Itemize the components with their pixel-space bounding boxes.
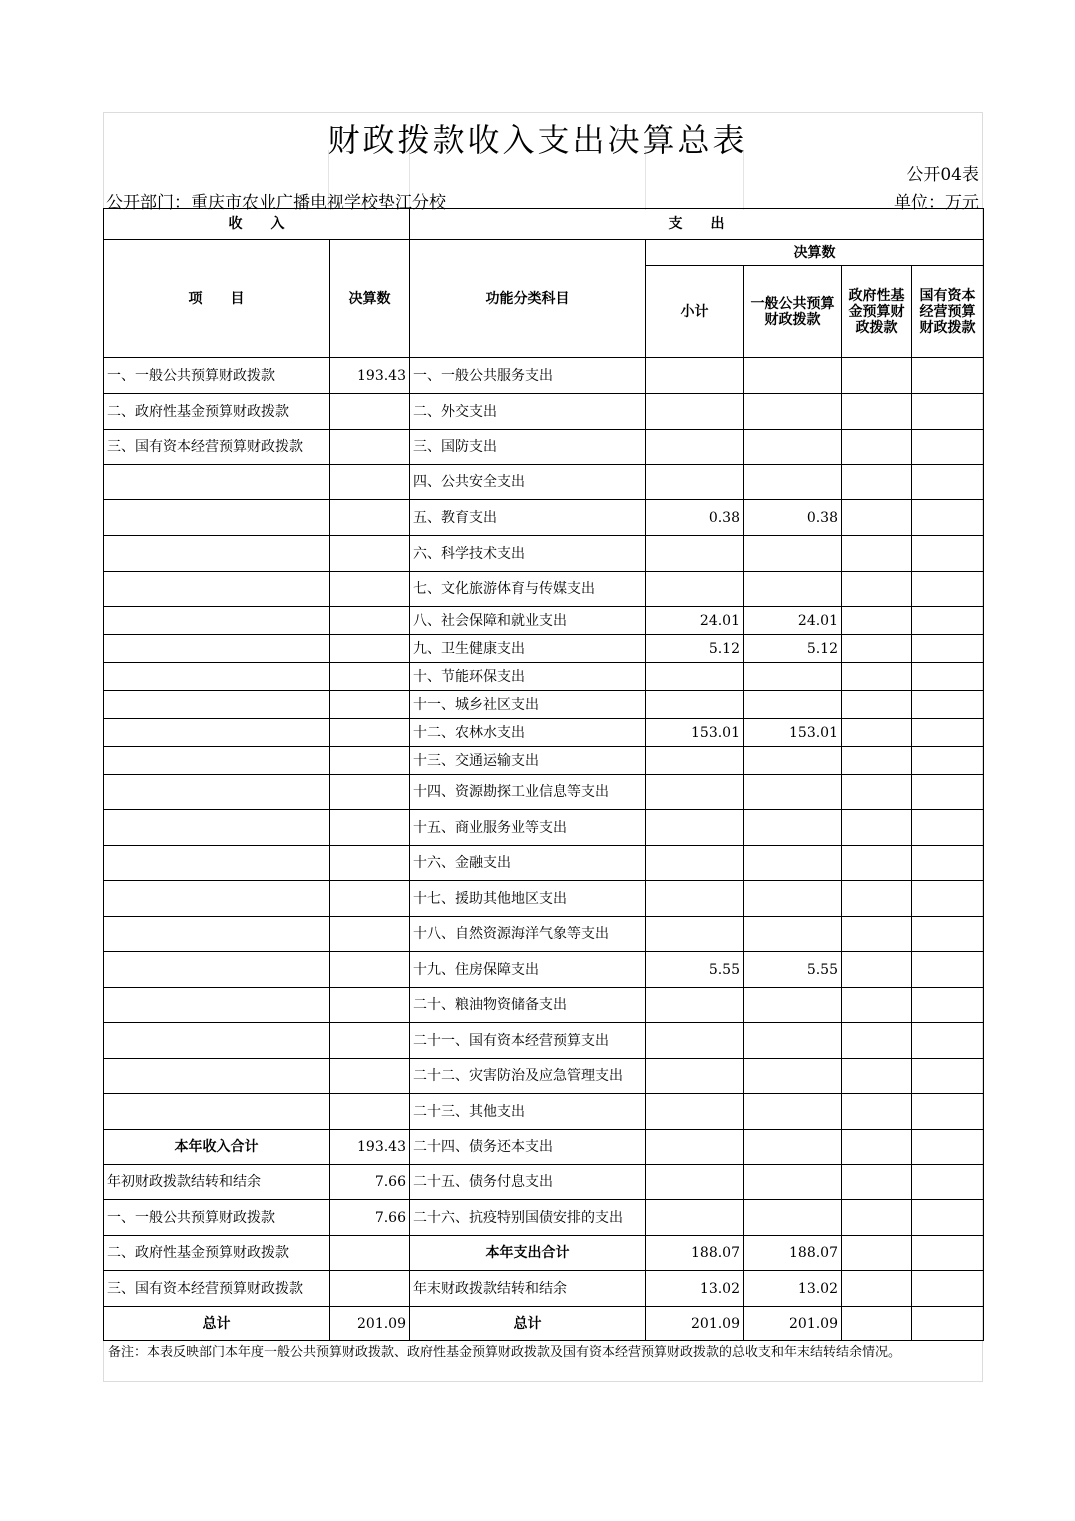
gov-fund-cell: [842, 1023, 912, 1059]
table-row: [104, 881, 984, 917]
table-row: [104, 663, 984, 691]
unit-label: 单位：万元: [894, 193, 979, 213]
expense-item-cell: 十四、资源勘探工业信息等支出: [410, 775, 646, 810]
general-budget-cell: 0.38: [744, 500, 842, 536]
income-item-cell: [104, 663, 330, 691]
gov-fund-cell: [842, 691, 912, 719]
table-row: [104, 607, 984, 635]
gov-fund-cell: [842, 663, 912, 691]
expense-item-cell: 四、公共安全支出: [410, 465, 646, 500]
subtotal-cell: [646, 810, 744, 846]
table-row: [104, 691, 984, 719]
subtotal-cell: [646, 1165, 744, 1200]
expense-item-cell: 九、卫生健康支出: [410, 635, 646, 663]
income-item-cell: [104, 465, 330, 500]
table-row: [104, 536, 984, 572]
expense-item-cell: 十六、金融支出: [410, 846, 646, 881]
subtotal-cell: [646, 881, 744, 917]
general-budget-cell: [744, 917, 842, 952]
income-amount-cell: 193.43: [330, 1130, 410, 1165]
expense-item-cell: 五、教育支出: [410, 500, 646, 536]
subtotal-cell: [646, 988, 744, 1023]
subtotal-cell: [646, 775, 744, 810]
income-amount-cell: 201.09: [330, 1307, 410, 1341]
table-row: [104, 917, 984, 952]
gov-fund-cell: [842, 536, 912, 572]
income-item-cell: [104, 988, 330, 1023]
income-amount-cell: 7.66: [330, 1165, 410, 1200]
subtotal-cell: 5.12: [646, 635, 744, 663]
table-row: [104, 1094, 984, 1130]
state-capital-cell: [912, 747, 984, 775]
state-capital-cell: [912, 1130, 984, 1165]
income-amount-cell: [330, 691, 410, 719]
amount-header: 决算数: [330, 240, 410, 358]
gov-fund-cell: [842, 775, 912, 810]
income-amount-cell: [330, 430, 410, 465]
general-budget-cell: [744, 1165, 842, 1200]
income-amount-cell: [330, 500, 410, 536]
general-budget-cell: [744, 810, 842, 846]
expense-item-cell: 二十五、债务付息支出: [410, 1165, 646, 1200]
income-item-cell: [104, 810, 330, 846]
income-amount-cell: [330, 846, 410, 881]
expense-item-cell: 二十三、其他支出: [410, 1094, 646, 1130]
state-capital-cell: [912, 1271, 984, 1307]
function-category-header: 功能分类科目: [410, 240, 646, 358]
general-budget-cell: 13.02: [744, 1271, 842, 1307]
table-row: [104, 1059, 984, 1094]
gov-fund-cell: [842, 607, 912, 635]
state-capital-cell: [912, 1236, 984, 1271]
gov-fund-header: 政府性基金预算财政拨款: [842, 266, 912, 358]
expense-item-cell: 十五、商业服务业等支出: [410, 810, 646, 846]
general-budget-cell: [744, 358, 842, 394]
subtotal-cell: [646, 691, 744, 719]
income-item-cell: [104, 500, 330, 536]
general-budget-cell: [744, 747, 842, 775]
income-amount-cell: 193.43: [330, 358, 410, 394]
state-capital-cell: [912, 1307, 984, 1341]
expense-item-cell: 二、外交支出: [410, 394, 646, 430]
general-budget-cell: [744, 1094, 842, 1130]
state-capital-cell: [912, 536, 984, 572]
subtotal-cell: [646, 536, 744, 572]
subtotal-cell: [646, 572, 744, 607]
expense-item-cell: 二十、粮油物资储备支出: [410, 988, 646, 1023]
expense-item-cell: 六、科学技术支出: [410, 536, 646, 572]
expense-item-cell: 年末财政拨款结转和结余: [410, 1271, 646, 1307]
gov-fund-cell: [842, 572, 912, 607]
expense-item-cell: 总计: [410, 1307, 646, 1341]
state-capital-cell: [912, 663, 984, 691]
subtotal-cell: [646, 430, 744, 465]
income-amount-cell: [330, 775, 410, 810]
gov-fund-cell: [842, 394, 912, 430]
state-capital-cell: [912, 572, 984, 607]
state-capital-cell: [912, 1059, 984, 1094]
expense-item-cell: 一、一般公共服务支出: [410, 358, 646, 394]
subtotal-cell: 5.55: [646, 952, 744, 988]
subtotal-cell: [646, 1023, 744, 1059]
general-budget-cell: [744, 430, 842, 465]
general-budget-cell: 153.01: [744, 719, 842, 747]
subtotal-cell: [646, 1200, 744, 1236]
state-capital-cell: [912, 810, 984, 846]
income-item-cell: [104, 775, 330, 810]
expense-item-cell: 二十六、抗疫特别国债安排的支出: [410, 1200, 646, 1236]
expense-item-cell: 本年支出合计: [410, 1236, 646, 1271]
general-budget-cell: 24.01: [744, 607, 842, 635]
state-capital-cell: [912, 719, 984, 747]
state-capital-cell: [912, 952, 984, 988]
general-budget-cell: [744, 775, 842, 810]
subtotal-cell: [646, 465, 744, 500]
gov-fund-cell: [842, 1094, 912, 1130]
income-amount-cell: [330, 810, 410, 846]
income-amount-cell: [330, 988, 410, 1023]
income-amount-cell: [330, 635, 410, 663]
state-capital-cell: [912, 775, 984, 810]
subtotal-cell: [646, 1094, 744, 1130]
state-capital-cell: [912, 881, 984, 917]
subtotal-cell: 24.01: [646, 607, 744, 635]
income-item-cell: 一、一般公共预算财政拨款: [104, 358, 330, 394]
income-header: 收 入: [104, 209, 410, 240]
state-capital-cell: [912, 691, 984, 719]
subtotal-cell: [646, 394, 744, 430]
gov-fund-cell: [842, 1271, 912, 1307]
income-amount-cell: [330, 663, 410, 691]
income-item-cell: 二、政府性基金预算财政拨款: [104, 1236, 330, 1271]
state-capital-cell: [912, 1094, 984, 1130]
state-capital-header: 国有资本经营预算财政拨款: [912, 266, 984, 358]
table-row: [104, 358, 984, 394]
subtotal-cell: [646, 663, 744, 691]
state-capital-cell: [912, 358, 984, 394]
income-item-cell: [104, 635, 330, 663]
income-item-cell: 三、国有资本经营预算财政拨款: [104, 430, 330, 465]
table-row: [104, 775, 984, 810]
expense-item-cell: 二十二、灾害防治及应急管理支出: [410, 1059, 646, 1094]
general-budget-header: 一般公共预算财政拨款: [744, 266, 842, 358]
subtotal-header: 小计: [646, 266, 744, 358]
income-item-cell: [104, 536, 330, 572]
income-item-cell: 总计: [104, 1307, 330, 1341]
gov-fund-cell: [842, 719, 912, 747]
general-budget-cell: 5.12: [744, 635, 842, 663]
table-row: [104, 846, 984, 881]
expense-item-cell: 十八、自然资源海洋气象等支出: [410, 917, 646, 952]
item-header: 项 目: [104, 240, 330, 358]
table-row: [104, 1307, 984, 1341]
table-row: [104, 572, 984, 607]
income-amount-cell: [330, 1271, 410, 1307]
expense-item-cell: 二十一、国有资本经营预算支出: [410, 1023, 646, 1059]
table-row: [104, 394, 984, 430]
table-row: [104, 988, 984, 1023]
table-row: [104, 952, 984, 988]
page-title: 财政拨款收入支出决算总表: [327, 121, 748, 159]
general-budget-cell: 188.07: [744, 1236, 842, 1271]
state-capital-cell: [912, 988, 984, 1023]
final-amount-header: 决算数: [646, 240, 984, 266]
income-amount-cell: [330, 536, 410, 572]
gov-fund-cell: [842, 1200, 912, 1236]
expense-item-cell: 十二、农林水支出: [410, 719, 646, 747]
expense-item-cell: 三、国防支出: [410, 430, 646, 465]
subtotal-cell: 201.09: [646, 1307, 744, 1341]
state-capital-cell: [912, 1023, 984, 1059]
table-row: [104, 1200, 984, 1236]
state-capital-cell: [912, 1200, 984, 1236]
gov-fund-cell: [842, 1236, 912, 1271]
gov-fund-cell: [842, 917, 912, 952]
table-row: [104, 500, 984, 536]
gov-fund-cell: [842, 500, 912, 536]
income-item-cell: 本年收入合计: [104, 1130, 330, 1165]
income-amount-cell: 7.66: [330, 1200, 410, 1236]
general-budget-cell: [744, 691, 842, 719]
state-capital-cell: [912, 465, 984, 500]
income-amount-cell: [330, 1023, 410, 1059]
income-amount-cell: [330, 881, 410, 917]
general-budget-cell: [744, 1059, 842, 1094]
income-item-cell: [104, 917, 330, 952]
general-budget-cell: [744, 394, 842, 430]
subtotal-cell: [646, 917, 744, 952]
general-budget-cell: [744, 846, 842, 881]
gov-fund-cell: [842, 952, 912, 988]
income-item-cell: [104, 691, 330, 719]
table-row: [104, 465, 984, 500]
table-row: [104, 1130, 984, 1165]
table-row: [104, 719, 984, 747]
income-amount-cell: [330, 917, 410, 952]
income-amount-cell: [330, 747, 410, 775]
table-row: [104, 810, 984, 846]
subtotal-cell: 153.01: [646, 719, 744, 747]
gov-fund-cell: [842, 747, 912, 775]
subtotal-cell: [646, 1130, 744, 1165]
expense-item-cell: 十三、交通运输支出: [410, 747, 646, 775]
table-row: [104, 430, 984, 465]
table-row: [104, 1023, 984, 1059]
income-amount-cell: [330, 394, 410, 430]
general-budget-cell: [744, 988, 842, 1023]
gov-fund-cell: [842, 881, 912, 917]
table-row: [104, 1236, 984, 1271]
gov-fund-cell: [842, 635, 912, 663]
subtotal-cell: [646, 358, 744, 394]
table-row: [104, 747, 984, 775]
table-row: [104, 635, 984, 663]
expense-item-cell: 七、文化旅游体育与传媒支出: [410, 572, 646, 607]
income-item-cell: [104, 1023, 330, 1059]
state-capital-cell: [912, 430, 984, 465]
income-item-cell: [104, 881, 330, 917]
subtotal-cell: [646, 1059, 744, 1094]
form-code: 公开04表: [906, 165, 979, 185]
income-amount-cell: [330, 607, 410, 635]
table-row: [104, 1271, 984, 1307]
general-budget-cell: 201.09: [744, 1307, 842, 1341]
subtotal-cell: [646, 747, 744, 775]
subtotal-cell: 0.38: [646, 500, 744, 536]
income-item-cell: [104, 952, 330, 988]
expense-header: 支 出: [410, 209, 984, 240]
income-amount-cell: [330, 1236, 410, 1271]
state-capital-cell: [912, 635, 984, 663]
general-budget-cell: [744, 1023, 842, 1059]
state-capital-cell: [912, 394, 984, 430]
expense-item-cell: 十、节能环保支出: [410, 663, 646, 691]
gov-fund-cell: [842, 846, 912, 881]
income-item-cell: [104, 1059, 330, 1094]
income-item-cell: [104, 846, 330, 881]
income-item-cell: [104, 1094, 330, 1130]
state-capital-cell: [912, 846, 984, 881]
general-budget-cell: [744, 465, 842, 500]
expense-item-cell: 二十四、债务还本支出: [410, 1130, 646, 1165]
gov-fund-cell: [842, 1059, 912, 1094]
subtotal-cell: 13.02: [646, 1271, 744, 1307]
department-label: 公开部门：重庆市农业广播电视学校垫江分校: [106, 193, 446, 213]
income-item-cell: 三、国有资本经营预算财政拨款: [104, 1271, 330, 1307]
general-budget-cell: [744, 663, 842, 691]
general-budget-cell: [744, 572, 842, 607]
income-amount-cell: [330, 1094, 410, 1130]
gov-fund-cell: [842, 430, 912, 465]
subtotal-cell: [646, 846, 744, 881]
state-capital-cell: [912, 917, 984, 952]
general-budget-cell: [744, 536, 842, 572]
income-amount-cell: [330, 719, 410, 747]
income-item-cell: 年初财政拨款结转和结余: [104, 1165, 330, 1200]
expense-item-cell: 八、社会保障和就业支出: [410, 607, 646, 635]
general-budget-cell: 5.55: [744, 952, 842, 988]
general-budget-cell: [744, 881, 842, 917]
general-budget-cell: [744, 1130, 842, 1165]
gov-fund-cell: [842, 1130, 912, 1165]
income-item-cell: [104, 747, 330, 775]
income-amount-cell: [330, 465, 410, 500]
general-budget-cell: [744, 1200, 842, 1236]
gov-fund-cell: [842, 1165, 912, 1200]
income-amount-cell: [330, 572, 410, 607]
state-capital-cell: [912, 1165, 984, 1200]
table-row: [104, 1165, 984, 1200]
income-item-cell: [104, 607, 330, 635]
budget-table: [103, 208, 984, 1341]
gov-fund-cell: [842, 358, 912, 394]
income-amount-cell: [330, 952, 410, 988]
income-item-cell: [104, 719, 330, 747]
income-item-cell: 二、政府性基金预算财政拨款: [104, 394, 330, 430]
expense-item-cell: 十一、城乡社区支出: [410, 691, 646, 719]
gov-fund-cell: [842, 988, 912, 1023]
expense-item-cell: 十九、住房保障支出: [410, 952, 646, 988]
gov-fund-cell: [842, 1307, 912, 1341]
expense-item-cell: 十七、援助其他地区支出: [410, 881, 646, 917]
income-item-cell: [104, 572, 330, 607]
income-item-cell: 一、一般公共预算财政拨款: [104, 1200, 330, 1236]
subtotal-cell: 188.07: [646, 1236, 744, 1271]
gov-fund-cell: [842, 810, 912, 846]
gov-fund-cell: [842, 465, 912, 500]
state-capital-cell: [912, 607, 984, 635]
income-amount-cell: [330, 1059, 410, 1094]
footnote: 备注：本表反映部门本年度一般公共预算财政拨款、政府性基金预算财政拨款及国有资本经营预算财政拨款的总收支和年末结转结余情况。: [103, 1342, 983, 1382]
table-body: [104, 358, 984, 1341]
state-capital-cell: [912, 500, 984, 536]
